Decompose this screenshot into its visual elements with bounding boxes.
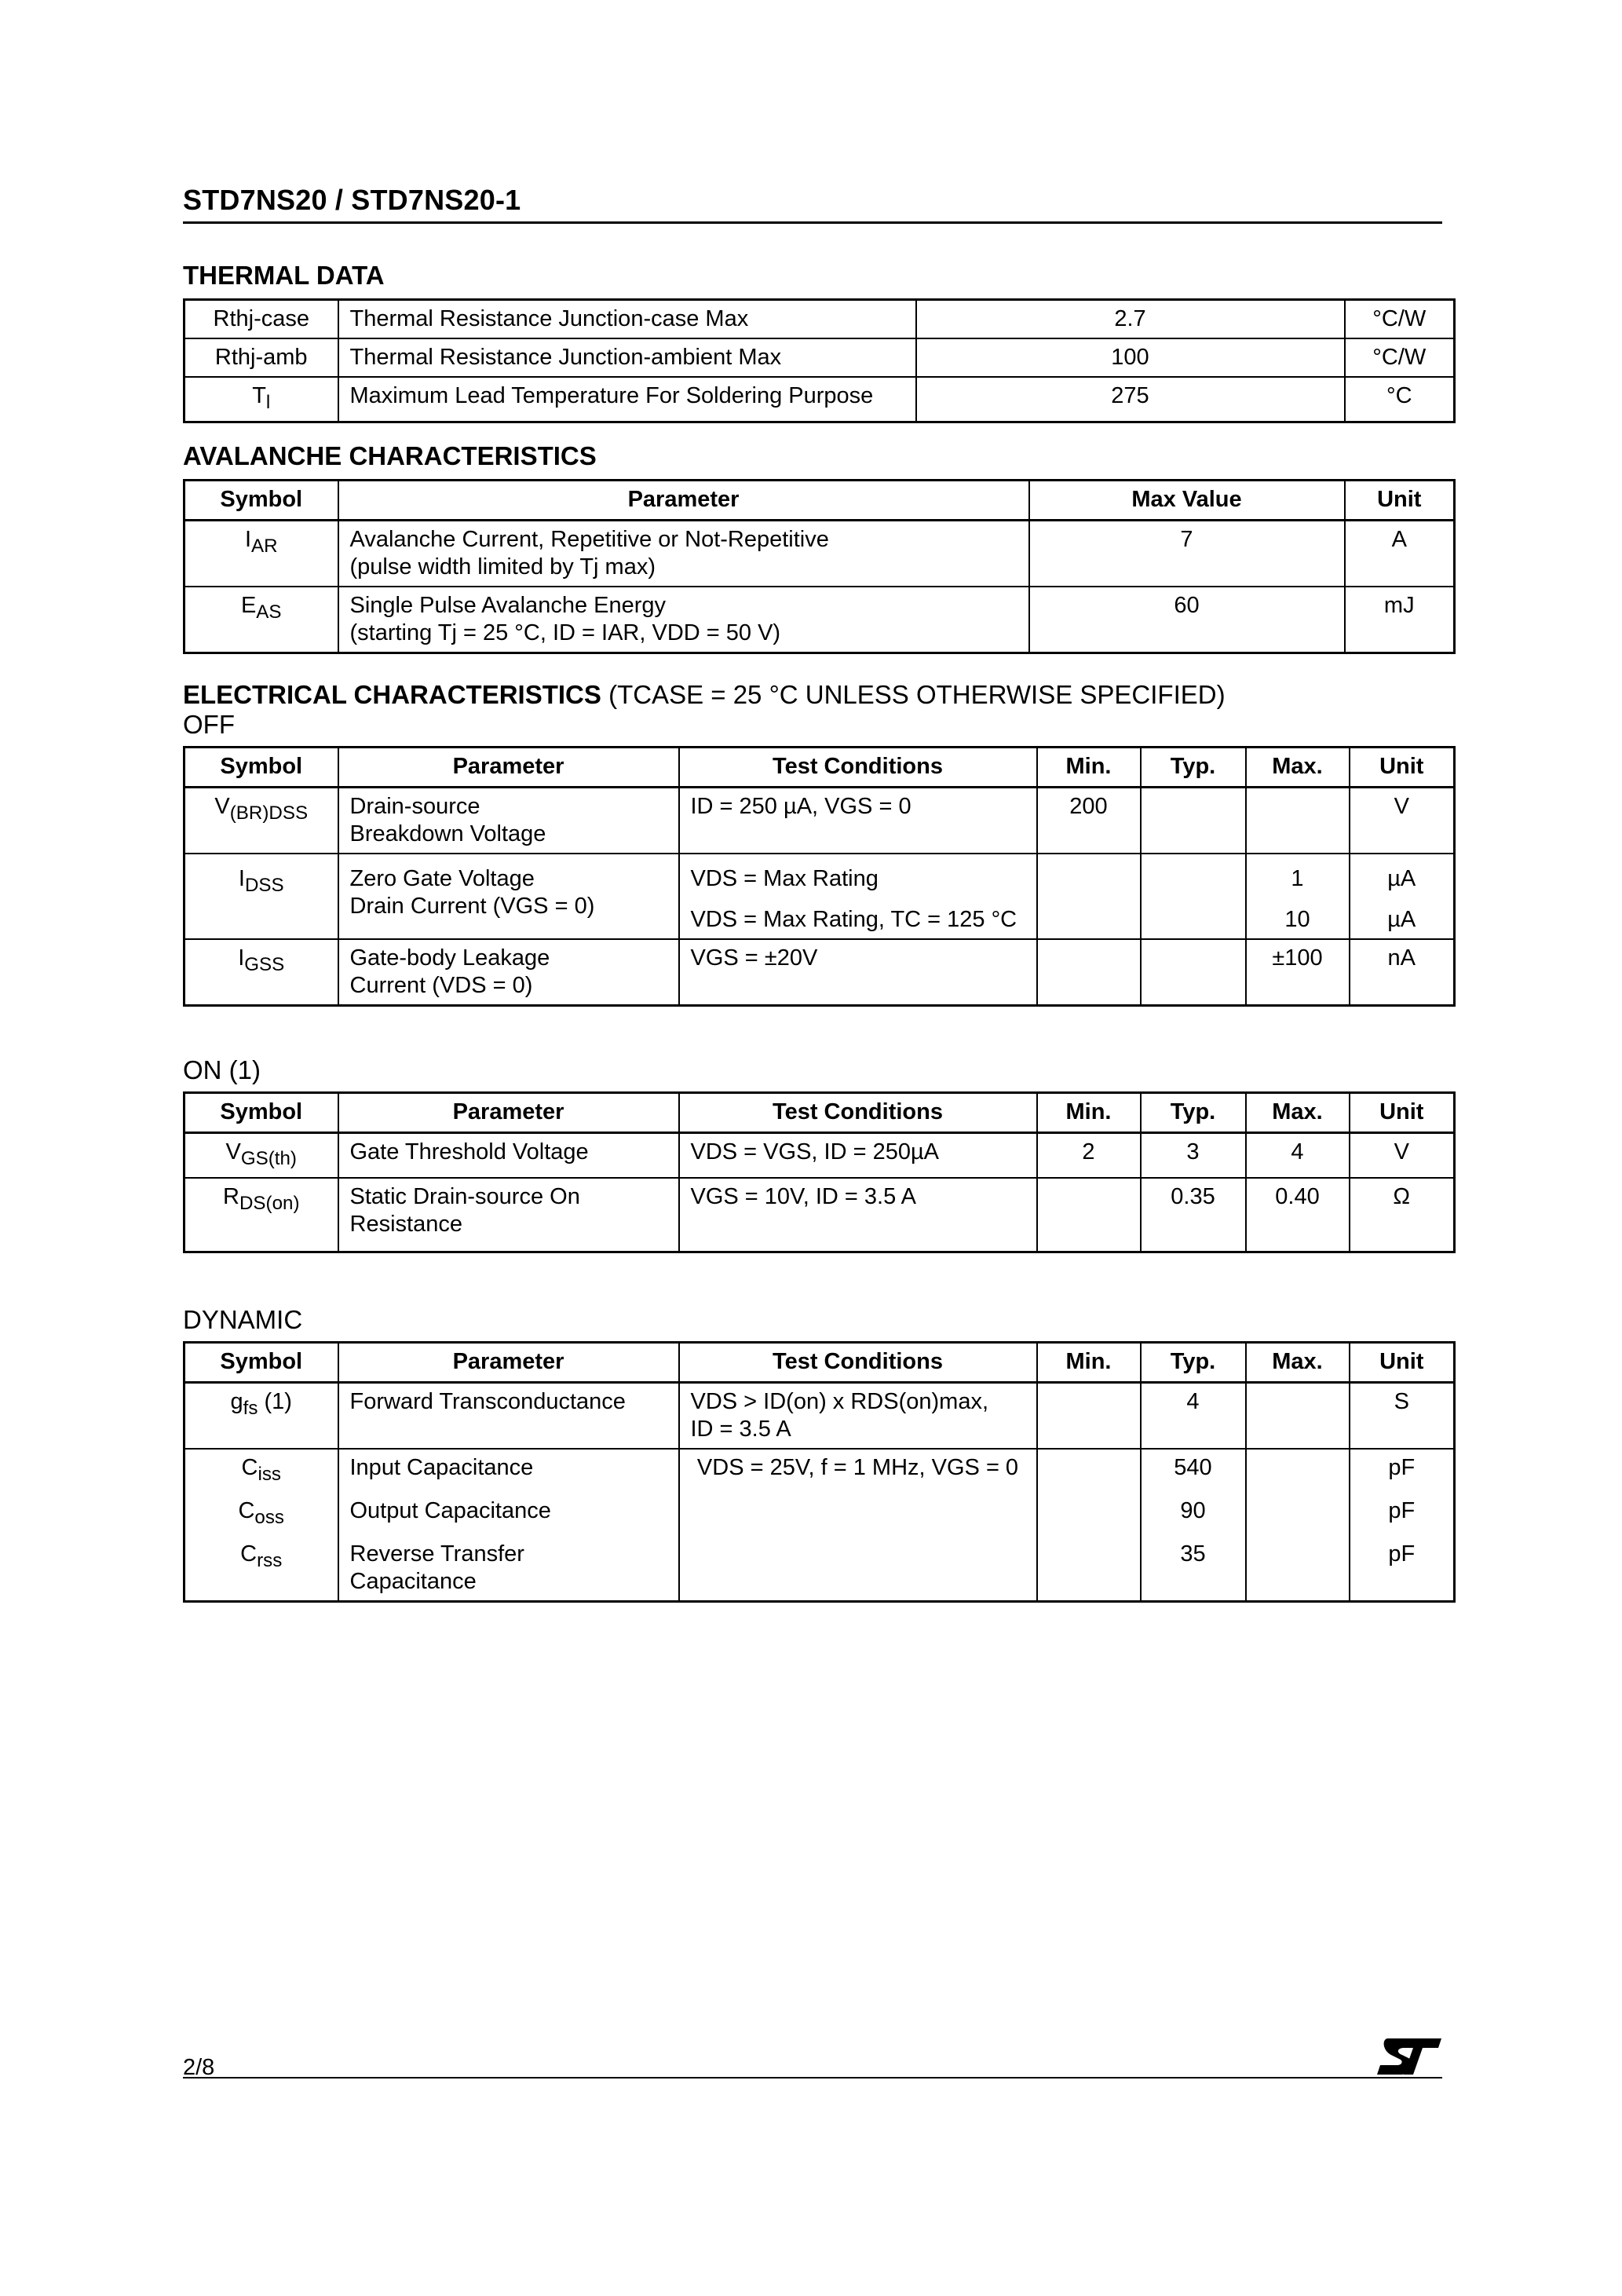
column-header: Test Conditions xyxy=(679,748,1037,788)
min-cell xyxy=(1037,939,1141,1006)
table-header-row xyxy=(184,481,1455,521)
column-header: Parameter xyxy=(338,1343,679,1383)
unit-cell: °C xyxy=(1345,377,1455,422)
column-header: Symbol xyxy=(184,1343,338,1383)
max-cell xyxy=(1246,1493,1350,1536)
on-label: ON (1) xyxy=(183,1055,261,1084)
table-header-row xyxy=(184,1343,1455,1383)
min-cell xyxy=(1037,1178,1141,1252)
column-header: Max. xyxy=(1246,1343,1350,1383)
column-header: Typ. xyxy=(1141,1343,1246,1383)
column-header: Typ. xyxy=(1141,748,1246,788)
min-cell: 2 xyxy=(1037,1133,1141,1178)
symbol-cell: $I_{GSS}$ xyxy=(184,939,338,1006)
value-cell: 100 xyxy=(916,338,1345,377)
symbol-cell: $T_l$ xyxy=(184,377,338,422)
dynamic-table xyxy=(183,1341,1456,1603)
min-cell xyxy=(1037,1383,1141,1450)
column-header: Symbol xyxy=(184,1093,338,1133)
page-title: STD7NS20 / STD7NS20-1 xyxy=(183,184,521,216)
test-conditions-cell: VDS = 25V, f = 1 MHz, VGS = 0 xyxy=(679,1449,1037,1493)
table-row xyxy=(184,300,1455,339)
table-row xyxy=(184,1383,1455,1450)
unit-cell: pF xyxy=(1350,1536,1455,1602)
max-cell xyxy=(1246,1536,1350,1602)
column-header: Parameter xyxy=(338,481,1029,521)
table-row xyxy=(184,338,1455,377)
symbol-cell: $C_{oss}$ xyxy=(184,1493,338,1536)
parameter-cell: Drain-source Breakdown Voltage xyxy=(338,788,679,854)
column-header: Min. xyxy=(1037,1093,1141,1133)
column-header: Typ. xyxy=(1141,1093,1246,1133)
parameter-cell: Avalanche Current, Repetitive or Not-Repetitive (pulse width limited by Tj max) xyxy=(338,521,1029,587)
parameter-cell: Reverse Transfer Capacitance xyxy=(338,1536,679,1602)
symbol-cell: $E_{AS}$ xyxy=(184,587,338,653)
min-cell xyxy=(1037,1536,1141,1602)
column-header: Parameter xyxy=(338,1093,679,1133)
table-row xyxy=(184,521,1455,587)
unit-cell: °C/W xyxy=(1345,300,1455,339)
unit-cell: S xyxy=(1350,1383,1455,1450)
table-row xyxy=(184,1536,1455,1602)
test-conditions-cell: VDS = Max Rating VDS = Max Rating, TC = 125 °C xyxy=(679,854,1037,939)
parameter-cell: Thermal Resistance Junction-ambient Max xyxy=(338,338,916,377)
table-row xyxy=(184,854,1455,939)
min-cell xyxy=(1037,1449,1141,1493)
off-label: OFF xyxy=(183,710,235,739)
symbol-cell: $I_{DSS}$ xyxy=(184,854,338,939)
test-conditions-cell: ID = 250 µA, VGS = 0 xyxy=(679,788,1037,854)
min-cell: 200 xyxy=(1037,788,1141,854)
table-row xyxy=(184,587,1455,653)
test-conditions-cell xyxy=(679,1493,1037,1536)
test-conditions-cell: VDS = VGS, ID = 250µA xyxy=(679,1133,1037,1178)
parameter-cell: Forward Transconductance xyxy=(338,1383,679,1450)
min-cell xyxy=(1037,854,1141,939)
table-row xyxy=(184,1449,1455,1493)
symbol-cell: $C_{rss}$ xyxy=(184,1536,338,1602)
parameter-cell: Gate-body Leakage Current (VDS = 0) xyxy=(338,939,679,1006)
column-header: Unit xyxy=(1350,748,1455,788)
table-header-row xyxy=(184,748,1455,788)
max-cell: ±100 xyxy=(1246,939,1350,1006)
symbol-cell: $R_{DS(on)}$ xyxy=(184,1178,338,1252)
parameter-cell: Input Capacitance xyxy=(338,1449,679,1493)
parameter-cell: Single Pulse Avalanche Energy (starting Tj = 25 °C, ID = IAR, VDD = 50 V) xyxy=(338,587,1029,653)
column-header: Test Conditions xyxy=(679,1343,1037,1383)
table-row xyxy=(184,1493,1455,1536)
table-header-row xyxy=(184,1093,1455,1133)
page-number: 2/8 xyxy=(183,2055,215,2080)
column-header: Parameter xyxy=(338,748,679,788)
off-table xyxy=(183,746,1456,1007)
parameter-cell: Thermal Resistance Junction-case Max xyxy=(338,300,916,339)
test-conditions-cell: VGS = ±20V xyxy=(679,939,1037,1006)
symbol-cell: $V_{GS(th)}$ xyxy=(184,1133,338,1178)
typ-cell: 3 xyxy=(1141,1133,1246,1178)
unit-cell: °C/W xyxy=(1345,338,1455,377)
unit-cell: mJ xyxy=(1345,587,1455,653)
test-conditions-cell xyxy=(679,1536,1037,1602)
unit-cell: Ω xyxy=(1350,1178,1455,1252)
avalanche-table xyxy=(183,479,1456,654)
column-header: Min. xyxy=(1037,748,1141,788)
test-conditions-cell: VDS > ID(on) x RDS(on)max, ID = 3.5 A xyxy=(679,1383,1037,1450)
value-cell: 60 xyxy=(1029,587,1345,653)
symbol-cell: $g_{fs}$ (1) xyxy=(184,1383,338,1450)
max-cell xyxy=(1246,1449,1350,1493)
column-header: Max Value xyxy=(1029,481,1345,521)
min-cell xyxy=(1037,1493,1141,1536)
column-header: Min. xyxy=(1037,1343,1141,1383)
value-cell: 275 xyxy=(916,377,1345,422)
table-row xyxy=(184,788,1455,854)
table-row xyxy=(184,939,1455,1006)
column-header: Unit xyxy=(1350,1093,1455,1133)
electrical-heading: ELECTRICAL CHARACTERISTICS (TCASE = 25 °C UNLESS OTHERWISE SPECIFIED) xyxy=(183,680,1226,709)
column-header: Test Conditions xyxy=(679,1093,1037,1133)
typ-cell: 540 xyxy=(1141,1449,1246,1493)
column-header: Max. xyxy=(1246,748,1350,788)
column-header: Max. xyxy=(1246,1093,1350,1133)
test-conditions-cell: VGS = 10V, ID = 3.5 A xyxy=(679,1178,1037,1252)
max-cell: 1 10 xyxy=(1246,854,1350,939)
max-cell: 4 xyxy=(1246,1133,1350,1178)
table-row xyxy=(184,377,1455,422)
unit-cell: pF xyxy=(1350,1449,1455,1493)
typ-cell xyxy=(1141,788,1246,854)
on-table xyxy=(183,1091,1456,1253)
column-header: Symbol xyxy=(184,748,338,788)
typ-cell xyxy=(1141,939,1246,1006)
symbol-cell: Rthj-case xyxy=(184,300,338,339)
unit-cell: µA µA xyxy=(1350,854,1455,939)
max-cell xyxy=(1246,1383,1350,1450)
symbol-cell: $C_{iss}$ xyxy=(184,1449,338,1493)
thermal-heading: THERMAL DATA xyxy=(183,261,385,290)
table-row xyxy=(184,1178,1455,1252)
unit-cell: nA xyxy=(1350,939,1455,1006)
typ-cell: 0.35 xyxy=(1141,1178,1246,1252)
parameter-cell: Maximum Lead Temperature For Soldering Purpose xyxy=(338,377,916,422)
dynamic-label: DYNAMIC xyxy=(183,1305,303,1334)
value-cell: 7 xyxy=(1029,521,1345,587)
typ-cell xyxy=(1141,854,1246,939)
symbol-cell: Rthj-amb xyxy=(184,338,338,377)
unit-cell: V xyxy=(1350,788,1455,854)
max-cell xyxy=(1246,788,1350,854)
symbol-cell: $I_{AR}$ xyxy=(184,521,338,587)
typ-cell: 4 xyxy=(1141,1383,1246,1450)
title-rule xyxy=(183,221,1442,224)
unit-cell: A xyxy=(1345,521,1455,587)
avalanche-heading: AVALANCHE CHARACTERISTICS xyxy=(183,441,597,470)
parameter-cell: Gate Threshold Voltage xyxy=(338,1133,679,1178)
parameter-cell: Zero Gate Voltage Drain Current (VGS = 0) xyxy=(338,854,679,939)
parameter-cell: Static Drain-source On Resistance xyxy=(338,1178,679,1252)
thermal-table xyxy=(183,298,1456,423)
value-cell: 2.7 xyxy=(916,300,1345,339)
typ-cell: 90 xyxy=(1141,1493,1246,1536)
parameter-cell: Output Capacitance xyxy=(338,1493,679,1536)
st-logo-icon xyxy=(1374,2034,1445,2079)
typ-cell: 35 xyxy=(1141,1536,1246,1602)
column-header: Symbol xyxy=(184,481,338,521)
unit-cell: pF xyxy=(1350,1493,1455,1536)
max-cell: 0.40 xyxy=(1246,1178,1350,1252)
symbol-cell: $V_{(BR)DSS}$ xyxy=(184,788,338,854)
footer-rule xyxy=(183,2077,1442,2078)
table-row xyxy=(184,1133,1455,1178)
column-header: Unit xyxy=(1350,1343,1455,1383)
column-header: Unit xyxy=(1345,481,1455,521)
unit-cell: V xyxy=(1350,1133,1455,1178)
